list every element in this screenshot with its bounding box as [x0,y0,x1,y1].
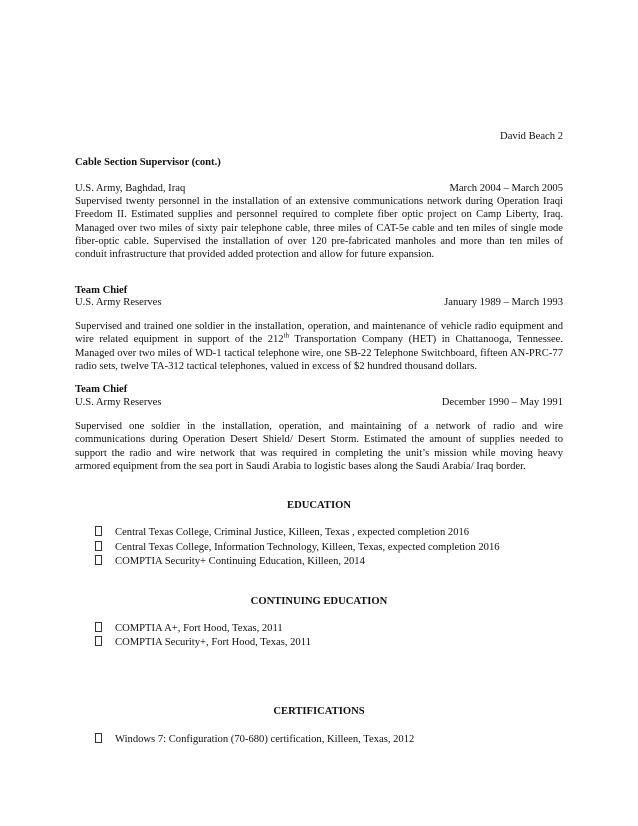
list-item [95,636,311,649]
job-title: Cable Section Supervisor (cont.) [75,157,221,168]
list-item [95,526,469,539]
job-description [75,320,563,373]
bullet-icon [95,636,102,646]
bullet-icon [95,622,102,632]
list-item-text: Windows 7: Configuration (70-680) certification, Killeen, Texas, 2012 [115,734,415,745]
job-description: Supervised twenty personnel in the installation of an extensive communications network during Operation Iraqi Freedom II. Estimated supplies and personnel required to complete fiber optic project on Camp Liberty, Iraq. Managed over two miles of sixty pair telephone cable, three miles of CAT-5e cable and ten miles of single mode fiber-optic cable. Supervised the installation of over 120 pre-fabricated manholes and more than ten miles of conduit infrastructure that provided added protection and allow for future expansion. [75,196,563,261]
job-org: U.S. Army Reserves [75,297,162,308]
job-dates: December 1990 – May 1991 [441,397,563,408]
job-description: Supervised one soldier in the installation, operation, and maintaining of a network of radio and wire communications during Operation Desert Shield/ Desert Storm. Estimated the amount of supplies needed to support the radio and wire network that was required in completing the unit’s mission while moving heavy armored equipment from the sea port in Saudi Arabia to logistic bases along the Saudi Arabia/ Iraq border. [75,421,563,472]
job-org-row [75,296,563,309]
certifications-heading: CERTIFICATIONS [273,706,365,717]
list-item-text: COMPTIA A+, Fort Hood, Texas, 2011 [115,623,283,634]
list-item-text: Central Texas College, Information Technology, Killeen, Texas, expected completion 2016 [115,542,500,553]
job-org: U.S. Army Reserves [75,397,162,408]
job-org: U.S. Army, Baghdad, Iraq [75,183,186,194]
list-item [95,622,283,635]
bullet-icon [95,733,102,743]
job-dates: January 1989 – March 1993 [444,297,563,308]
running-head: David Beach 2 [500,131,563,142]
continuing-education-heading: CONTINUING EDUCATION [250,596,388,607]
list-item [95,555,365,568]
list-item [95,541,500,554]
education-heading: EDUCATION [287,500,351,511]
ordinal-suffix: th [283,331,290,340]
list-item-text: COMPTIA Security+, Fort Hood, Texas, 2011 [115,637,311,648]
list-item-text: Central Texas College, Criminal Justice, Killeen, Texas , expected completion 2016 [115,527,470,538]
job-description-part: Supervised and trained one soldier in the installation, operation, and maintenance of vehicle radio equipment and wire related equipment in support of the 212 [75,321,563,346]
list-item-text: COMPTIA Security+ Continuing Education, Killeen, 2014 [115,556,365,567]
job-title: Team Chief [75,285,128,296]
bullet-icon [95,555,102,565]
job-description-part: Transportation Company (HET) in Chattanooga, Tennessee. Managed over two miles of WD-1 tactical telephone wire, one SB-22 Telephone Switchboard, fifteen AN-PRC-77 radio sets, twelve TA-312 tactical telephones, valued in excess of $2 hundred thousand dollars. [75,334,564,372]
bullet-icon [95,526,102,536]
job-dates: March 2004 – March 2005 [449,183,563,194]
job-org-row [75,182,563,195]
job-title: Team Chief [75,384,128,395]
list-item [95,733,414,746]
job-org-row [75,396,563,409]
bullet-icon [95,541,102,551]
